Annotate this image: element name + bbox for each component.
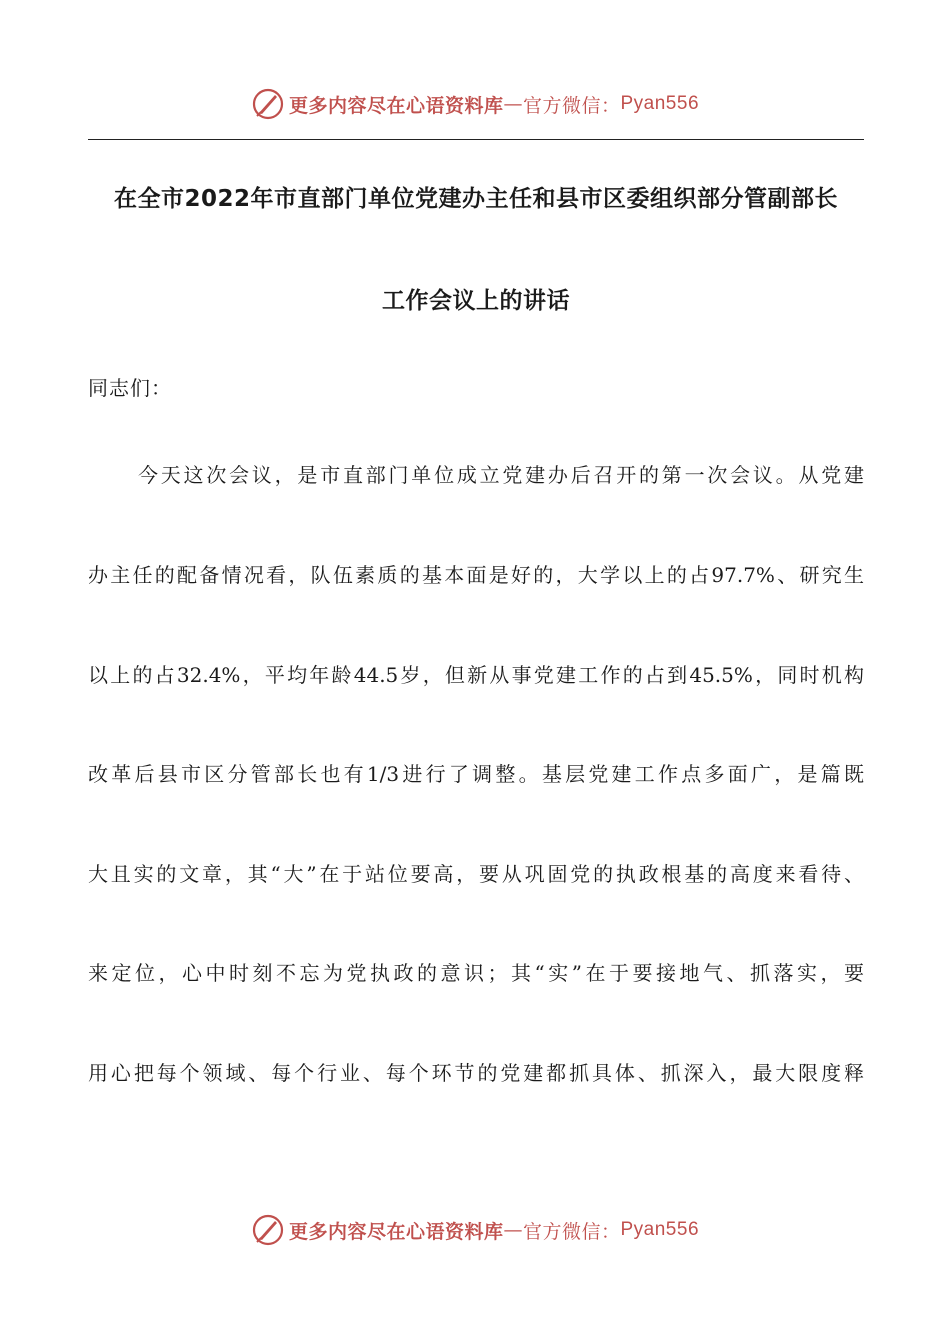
- header-banner: [0, 84, 950, 124]
- paragraph-line: 来定位，心中时刻不忘为党执政的意识；其“实”在于要接地气、抓落实，要: [88, 961, 864, 985]
- paragraph-line: 大且实的文章，其“大”在于站位要高，要从巩固党的执政根基的高度来看待、: [88, 862, 864, 886]
- paragraph-line: 以上的占32.4%，平均年龄44.5岁，但新从事党建工作的占到45.5%，同时机构: [88, 663, 864, 687]
- banner-wechat-label: 官方微信：: [522, 94, 621, 117]
- greeting: 同志们：: [88, 376, 172, 400]
- banner-brand: 更多内容尽在心语资料库: [288, 1220, 504, 1243]
- paragraph-line: 改革后县市区分管部长也有1/3进行了调整。基层党建工作点多面广，是篇既: [88, 762, 864, 786]
- banner-brand: 更多内容尽在心语资料库: [288, 94, 504, 117]
- header-divider: [88, 139, 864, 140]
- paragraph-line: 今天这次会议，是市直部门单位成立党建办后召开的第一次会议。从党建: [138, 463, 864, 487]
- paragraph-line: 用心把每个领域、每个行业、每个环节的党建都抓具体、抓深入，最大限度释: [88, 1061, 864, 1085]
- banner-wechat-id: Pyan556: [620, 1219, 700, 1240]
- document-title-line-1: 在全市2022年市直部门单位党建办主任和县市区委组织部分管副部长: [113, 186, 838, 212]
- footer-banner: [0, 1210, 950, 1250]
- document-title-line-2: 工作会议上的讲话: [382, 288, 570, 314]
- quill-logo-icon: [251, 87, 285, 121]
- paragraph-line: 办主任的配备情况看，队伍素质的基本面是好的，大学以上的占97.7%、研究生: [88, 563, 864, 587]
- quill-logo-icon: [251, 1213, 285, 1247]
- banner-wechat-id: Pyan556: [620, 93, 700, 114]
- banner-separator: —: [503, 93, 523, 115]
- banner-separator: —: [503, 1219, 523, 1241]
- banner-wechat-label: 官方微信：: [522, 1220, 621, 1243]
